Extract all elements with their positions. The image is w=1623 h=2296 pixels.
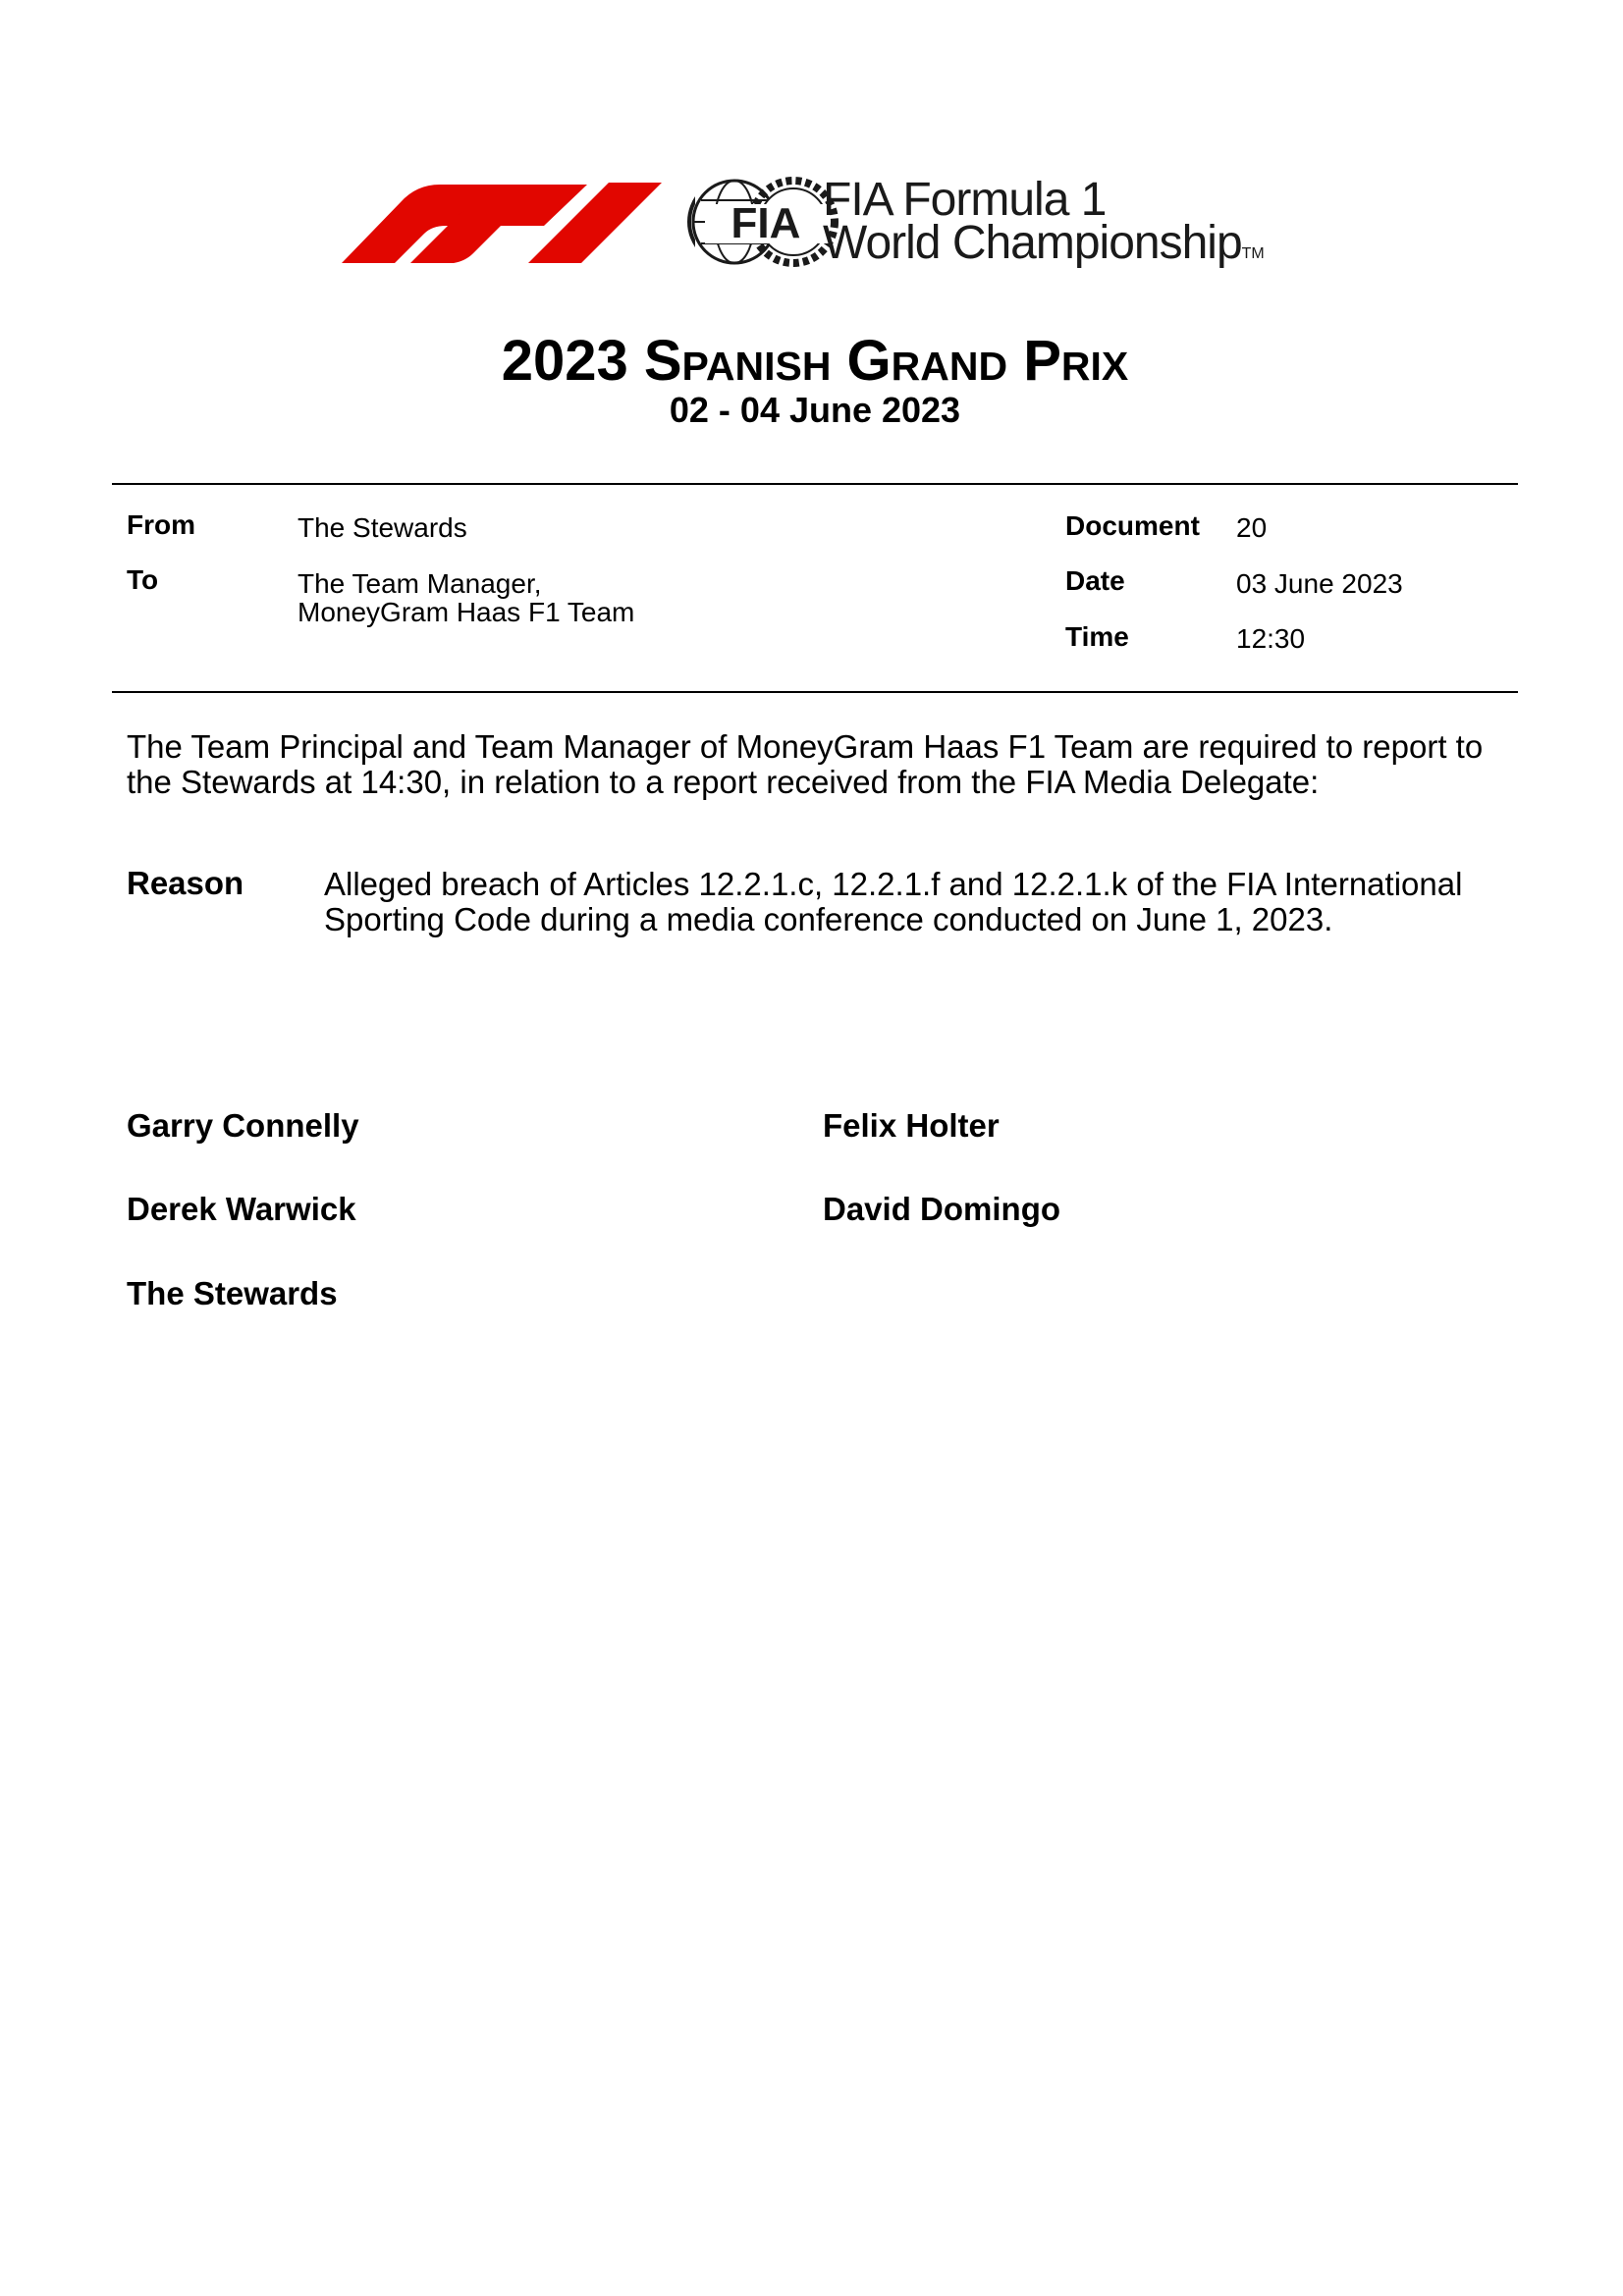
date-label: Date (1065, 565, 1125, 596)
steward-name: Felix Holter (823, 1107, 1000, 1144)
f1-fia-logo (342, 169, 1324, 277)
date-value: 03 June 2023 (1236, 568, 1403, 599)
stewards-signoff: The Stewards (127, 1275, 338, 1311)
document-label: Document (1065, 510, 1200, 541)
to-label: To (127, 564, 159, 595)
time-value: 12:30 (1236, 623, 1306, 654)
event-dates: 02 - 04 June 2023 (669, 390, 961, 430)
event-title: 2023 Spanish Grand Prix (501, 329, 1129, 393)
from-label: From (127, 509, 195, 540)
header-top-divider (112, 483, 1518, 485)
logo-trademark: TM (1241, 245, 1265, 262)
document-value: 20 (1236, 512, 1268, 543)
time-label: Time (1065, 621, 1129, 652)
summons-body-text: The Team Principal and Team Manager of MoneyGram Haas F1 Team are required to report to the Stewards at 14:30, in relation to a report received from the FIA Media Delegate: (127, 728, 1484, 800)
from-value: The Stewards (298, 512, 467, 543)
steward-name: David Domingo (823, 1191, 1061, 1227)
to-value-line2: MoneyGram Haas F1 Team (298, 597, 635, 627)
steward-name: Garry Connelly (127, 1107, 359, 1144)
reason-label: Reason (127, 865, 244, 901)
steward-name: Derek Warwick (127, 1191, 356, 1227)
to-value-line1: The Team Manager, (298, 568, 542, 599)
reason-text: Alleged breach of Articles 12.2.1.c, 12.2.1.f and 12.2.1.k of the FIA International Sporting Code during a media conference conducted on June 1, 2023. (324, 866, 1463, 937)
fia-emblem-text: FIA (730, 199, 801, 247)
logo-text-line1: FIA Formula 1 (823, 174, 1107, 226)
header-bottom-divider (112, 691, 1518, 693)
f1-red-logo-icon (342, 169, 695, 277)
logo-text-line2-main: World Championship (823, 217, 1242, 269)
logo-text-line2 (823, 217, 1265, 278)
